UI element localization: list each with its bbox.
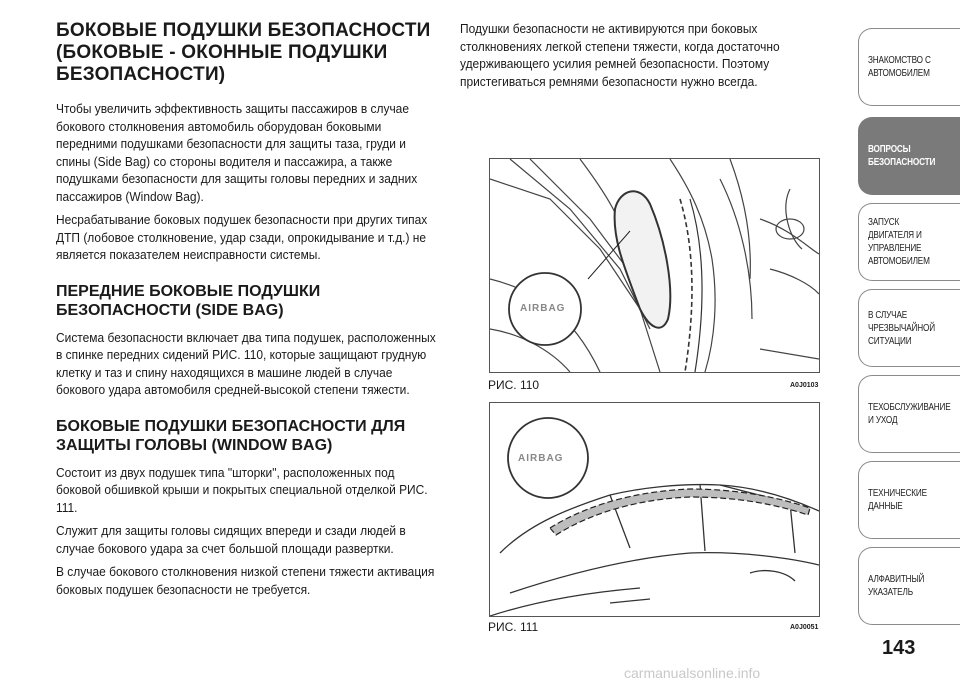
intro-paragraph: Чтобы увеличить эффективность защиты пассажиров в случае бокового столкновения автомобиль оборудован боковыми передними подушками безопасности для защиты таза, груди и спины (Side Bag) со стороны водителя и пассажира, а также подушками безопасности для защиты головы передних и задних пассажиров (Window Bag).	[56, 101, 418, 204]
figure-111-window-airbag	[489, 402, 820, 617]
section-title: БОКОВЫЕ ПОДУШКИ БЕЗОПАСНОСТИ (БОКОВЫЕ - ОКОННЫЕ ПОДУШКИ БЕЗОПАСНОСТИ)	[56, 20, 431, 85]
side-bag-heading: ПЕРЕДНИЕ БОКОВЫЕ ПОДУШКИ БЕЗОПАСНОСТИ (SIDE BAG)	[56, 282, 321, 319]
figure-110-code: A0J0103	[790, 382, 819, 389]
window-bag-paragraph-2: Служит для защиты головы сидящих впереди и сзади людей в случае бокового удара за счет большой площади развертки.	[56, 523, 406, 556]
tab-technical-data[interactable]	[858, 461, 960, 539]
window-bag-paragraph-1: Состоит из двух подушек типа "шторки", расположенных под боковой обшивкой крыши и покрытых специальной отделкой РИС. 111.	[56, 464, 428, 515]
window-airbag-illustration	[490, 403, 819, 616]
tab-label: АЛФАВИТНЫЙ УКАЗАТЕЛЬ	[868, 574, 925, 598]
tab-label: В СЛУЧАЕ ЧРЕЗВЫЧАЙНОЙ СИТУАЦИИ	[868, 309, 935, 347]
window-bag-paragraph-3: В случае бокового столкновения низкой степени тяжести активация боковых подушек безопасности не требуется.	[56, 564, 435, 597]
airbag-badge-label: AIRBAG	[520, 303, 566, 314]
figure-111-caption: РИС. 111	[488, 620, 539, 634]
left-column	[56, 20, 444, 604]
tab-label: ЗАПУСК ДВИГАТЕЛЯ И УПРАВЛЕНИЕ АВТОМОБИЛЕМ	[868, 217, 930, 267]
tab-safety[interactable]	[858, 117, 960, 195]
page-number: 143	[882, 637, 916, 659]
figure-110-caption: РИС. 110	[488, 378, 540, 392]
figure-111-code: A0J0051	[790, 624, 819, 631]
watermark: carmanualsonline.info	[624, 665, 761, 681]
note-paragraph: Несрабатывание боковых подушек безопасности при других типах ДТП (лобовое столкновение, удар сзади, опрокидывание и т.д.) не является показателем неисправности системы.	[56, 212, 428, 262]
seatbelt-paragraph: Подушки безопасности не активируются при боковых столкновениях легкой степени тяжести, когда достаточно удерживающего усилия ремней безопасности. Поэтому пристегиваться ремнями безопасности нужно всегда.	[460, 21, 780, 89]
tab-label: ЗНАКОМСТВО С АВТОМОБИЛЕМ	[868, 55, 931, 79]
tab-maintenance[interactable]	[858, 375, 960, 453]
tab-starting-driving[interactable]	[858, 203, 960, 281]
tab-emergency[interactable]	[858, 289, 960, 367]
figure-110-side-airbag	[489, 158, 820, 373]
tab-label: ТЕХОБСЛУЖИВАНИЕ И УХОД	[868, 402, 951, 426]
window-bag-heading: БОКОВЫЕ ПОДУШКИ БЕЗОПАСНОСТИ ДЛЯ ЗАЩИТЫ ГОЛОВЫ (WINDOW BAG)	[56, 417, 406, 454]
tab-vehicle-intro[interactable]	[858, 28, 960, 106]
tab-label: ТЕХНИЧЕСКИЕ ДАННЫЕ	[868, 488, 927, 512]
tab-index[interactable]	[858, 547, 960, 625]
right-column	[460, 20, 830, 96]
side-bag-paragraph: Система безопасности включает два типа подушек, расположенных в спинке передних сидений РИС. 110, которые защищают грудную клетку и таз и спину находящихся в машине людей в случае бокового удара автомобиля средней-высокой степени тяжести.	[56, 329, 436, 397]
side-airbag-illustration	[490, 159, 819, 372]
tab-label: ВОПРОСЫ БЕЗОПАСНОСТИ	[868, 144, 936, 168]
airbag-badge-label: AIRBAG	[518, 453, 564, 464]
